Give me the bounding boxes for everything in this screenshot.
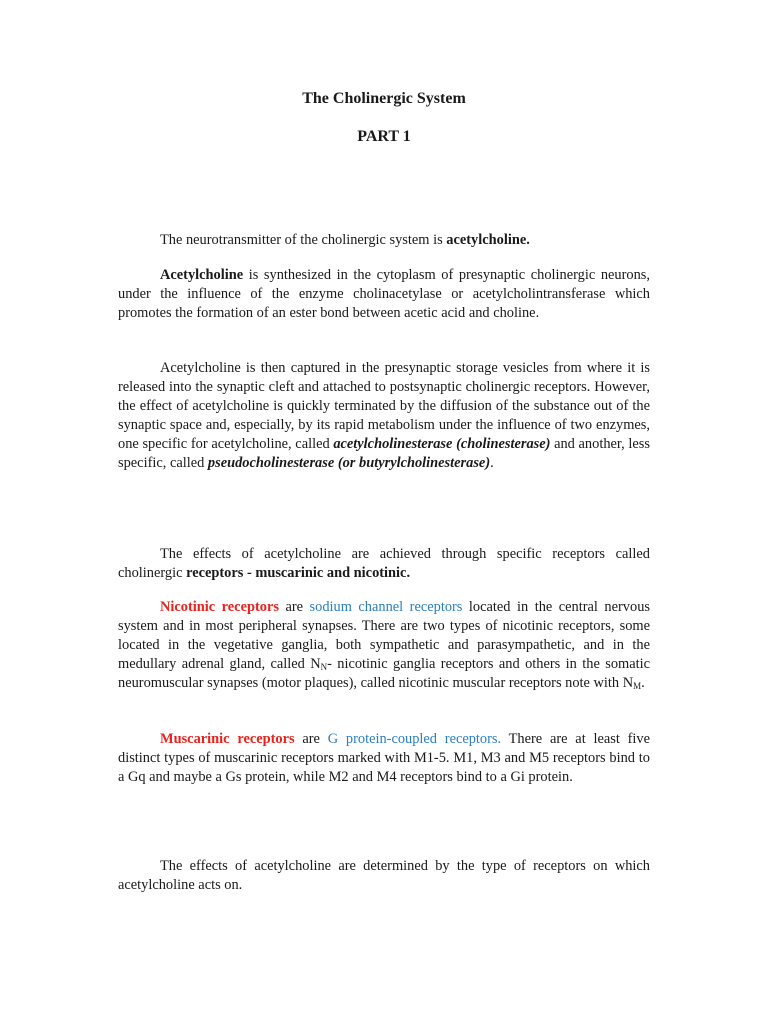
p2-text: is synthesized in the cytoplasm of presynaptic cholinergic neurons, under the influence of the enzyme cholinacetylase or acetylcholintransferase which promotes the formation of an ester bond between acetic acid and choline. [118, 267, 650, 321]
muscarinic-heading: Muscarinic receptors [160, 731, 295, 747]
paragraph-nicotinic [118, 598, 650, 693]
p7-text: The effects of acetylcholine are determined by the type of receptors on which acetylcholine acts on. [118, 858, 650, 893]
nicotinic-heading: Nicotinic receptors [160, 599, 279, 615]
g-protein-link[interactable]: G protein-coupled receptors. [327, 731, 502, 747]
p3-text2: and another, less specific, called [118, 436, 650, 471]
part-heading: PART 1 [357, 128, 411, 145]
p6-text1: are [294, 731, 328, 747]
paragraph-neurotransmitter [118, 231, 650, 250]
p5-text2: located in the central nervous system and in most peripheral synapses. There are two types of nicotinic receptors, some located in the vegetative ganglia, both sympathetic and parasympathetic, and in the medullary adrenal gland, called N [118, 599, 650, 672]
p6-text2: There are at least five distinct types of muscarinic receptors marked with M1-5. M1, M3 and M5 receptors bind to a Gq and maybe a Gs protein, while M2 and M4 receptors bind to a Gi protein. [118, 731, 650, 785]
paragraph-synthesis [118, 266, 650, 323]
p3-text3: . [490, 455, 494, 471]
paragraph-muscarinic [118, 730, 650, 787]
paragraph-receptors [118, 545, 650, 583]
p1-text: The neurotransmitter of the cholinergic system is [160, 232, 447, 248]
p5-text1: are [278, 599, 310, 615]
p5-text3: - nicotinic ganglia receptors and others in the somatic neuromuscular synapses (motor plaques), called nicotinic muscular receptors note with N [118, 656, 650, 691]
p2-bold: Acetylcholine [160, 267, 244, 283]
subscript-m: M [633, 681, 642, 691]
paragraph-metabolism [118, 359, 650, 473]
enzyme-pseudocholinesterase: pseudocholinesterase (or butyrylcholinesterase) [207, 455, 491, 471]
p3-text1: Acetylcholine is then captured in the presynaptic storage vesicles from where it is released into the synaptic cleft and attached to postsynaptic cholinergic receptors. However, the effect of acetylcholine is quickly terminated by the diffusion of the substance out of the synaptic space and, especially, by its rapid metabolism under the influence of two enzymes, one specific for acetylcholine, called [118, 360, 650, 452]
p1-bold: acetylcholine. [446, 232, 530, 248]
enzyme-cholinesterase: acetylcholinesterase (cholinesterase) [333, 436, 551, 452]
subscript-n: N [320, 662, 328, 672]
p4-text: The effects of acetylcholine are achieved through specific receptors called cholinergic [118, 546, 650, 581]
document-title: The Cholinergic System [302, 90, 466, 107]
paragraph-effects [118, 857, 650, 895]
sodium-channel-link[interactable]: sodium channel receptors [309, 599, 463, 615]
p5-text4: . [641, 675, 645, 691]
p4-bold: receptors - muscarinic and nicotinic. [186, 565, 411, 581]
